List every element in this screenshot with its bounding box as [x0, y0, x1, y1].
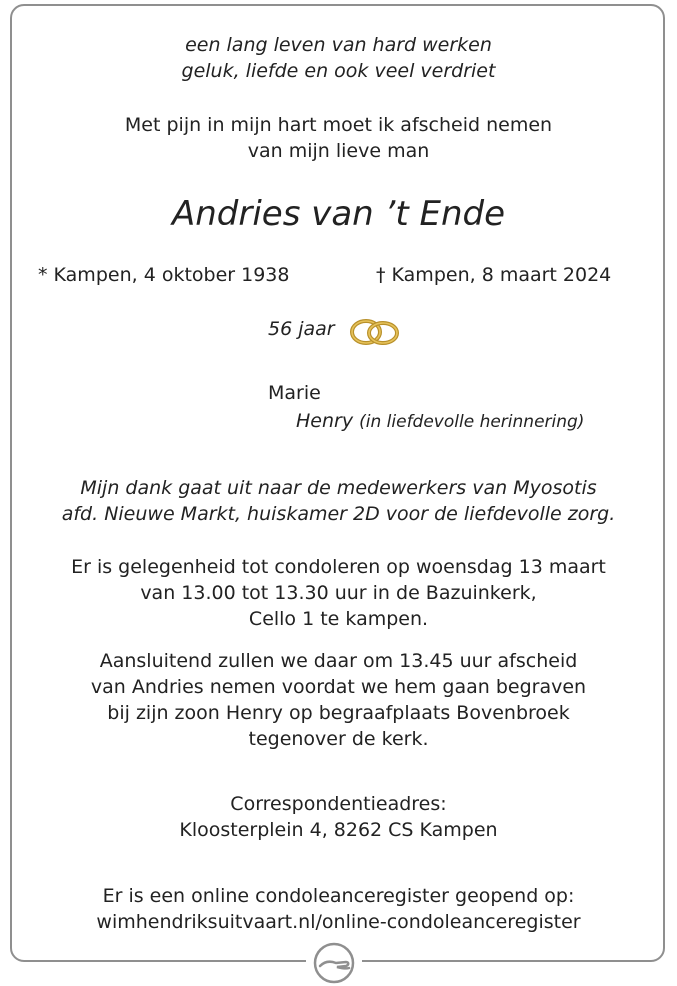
funeral-line-2: van Andries nemen voordat we hem gaan begraven: [90, 676, 587, 698]
condolence-line-3: Cello 1 te kampen.: [248, 608, 429, 630]
death-date: † Kampen, 8 maart 2024: [376, 264, 612, 286]
intro-line-1: Met pijn in mijn hart moet ik afscheid nemen: [124, 114, 553, 136]
poem-line-2: geluk, liefde en ook veel verdriet: [181, 60, 496, 82]
online-line-1: Er is een online condoleanceregister geopend op:: [102, 885, 575, 907]
condolence-line-1: Er is gelegenheid tot condoleren op woensdag 13 maart: [71, 556, 606, 578]
online-line-2: wimhendriksuitvaart.nl/online-condoleanceregister: [96, 911, 581, 933]
funeral-line-4: tegenover de kerk.: [248, 728, 429, 750]
family-son: Henry: [296, 410, 354, 432]
married-years: 56 jaar: [268, 318, 335, 340]
thanks-line-2: afd. Nieuwe Markt, huiskamer 2D voor de liefdevolle zorg.: [61, 503, 616, 525]
condolence-line-2: van 13.00 tot 13.30 uur in de Bazuinkerk,: [140, 582, 537, 604]
poem-line-1: een lang leven van hard werken: [185, 34, 492, 56]
wedding-rings-icon: [346, 315, 404, 347]
address-label: Correspondentieadres:: [230, 793, 447, 815]
family-wife: Marie: [268, 382, 321, 404]
thanks-line-1: Mijn dank gaat uit naar de medewerkers van Myosotis: [80, 477, 597, 499]
intro-line-2: van mijn lieve man: [247, 140, 430, 162]
family-son-note: (in liefdevolle herinnering): [359, 412, 585, 432]
hand-circle-logo-icon: [306, 938, 362, 986]
deceased-name: Andries van ’t Ende: [171, 194, 506, 234]
funeral-line-1: Aansluitend zullen we daar om 13.45 uur afscheid: [99, 650, 578, 672]
family-son-row: [296, 408, 584, 435]
funeral-line-3: bij zijn zoon Henry op begraafplaats Bovenbroek: [107, 702, 570, 724]
birth-date: * Kampen, 4 oktober 1938: [38, 264, 290, 286]
address-value: Kloosterplein 4, 8262 CS Kampen: [179, 819, 498, 841]
